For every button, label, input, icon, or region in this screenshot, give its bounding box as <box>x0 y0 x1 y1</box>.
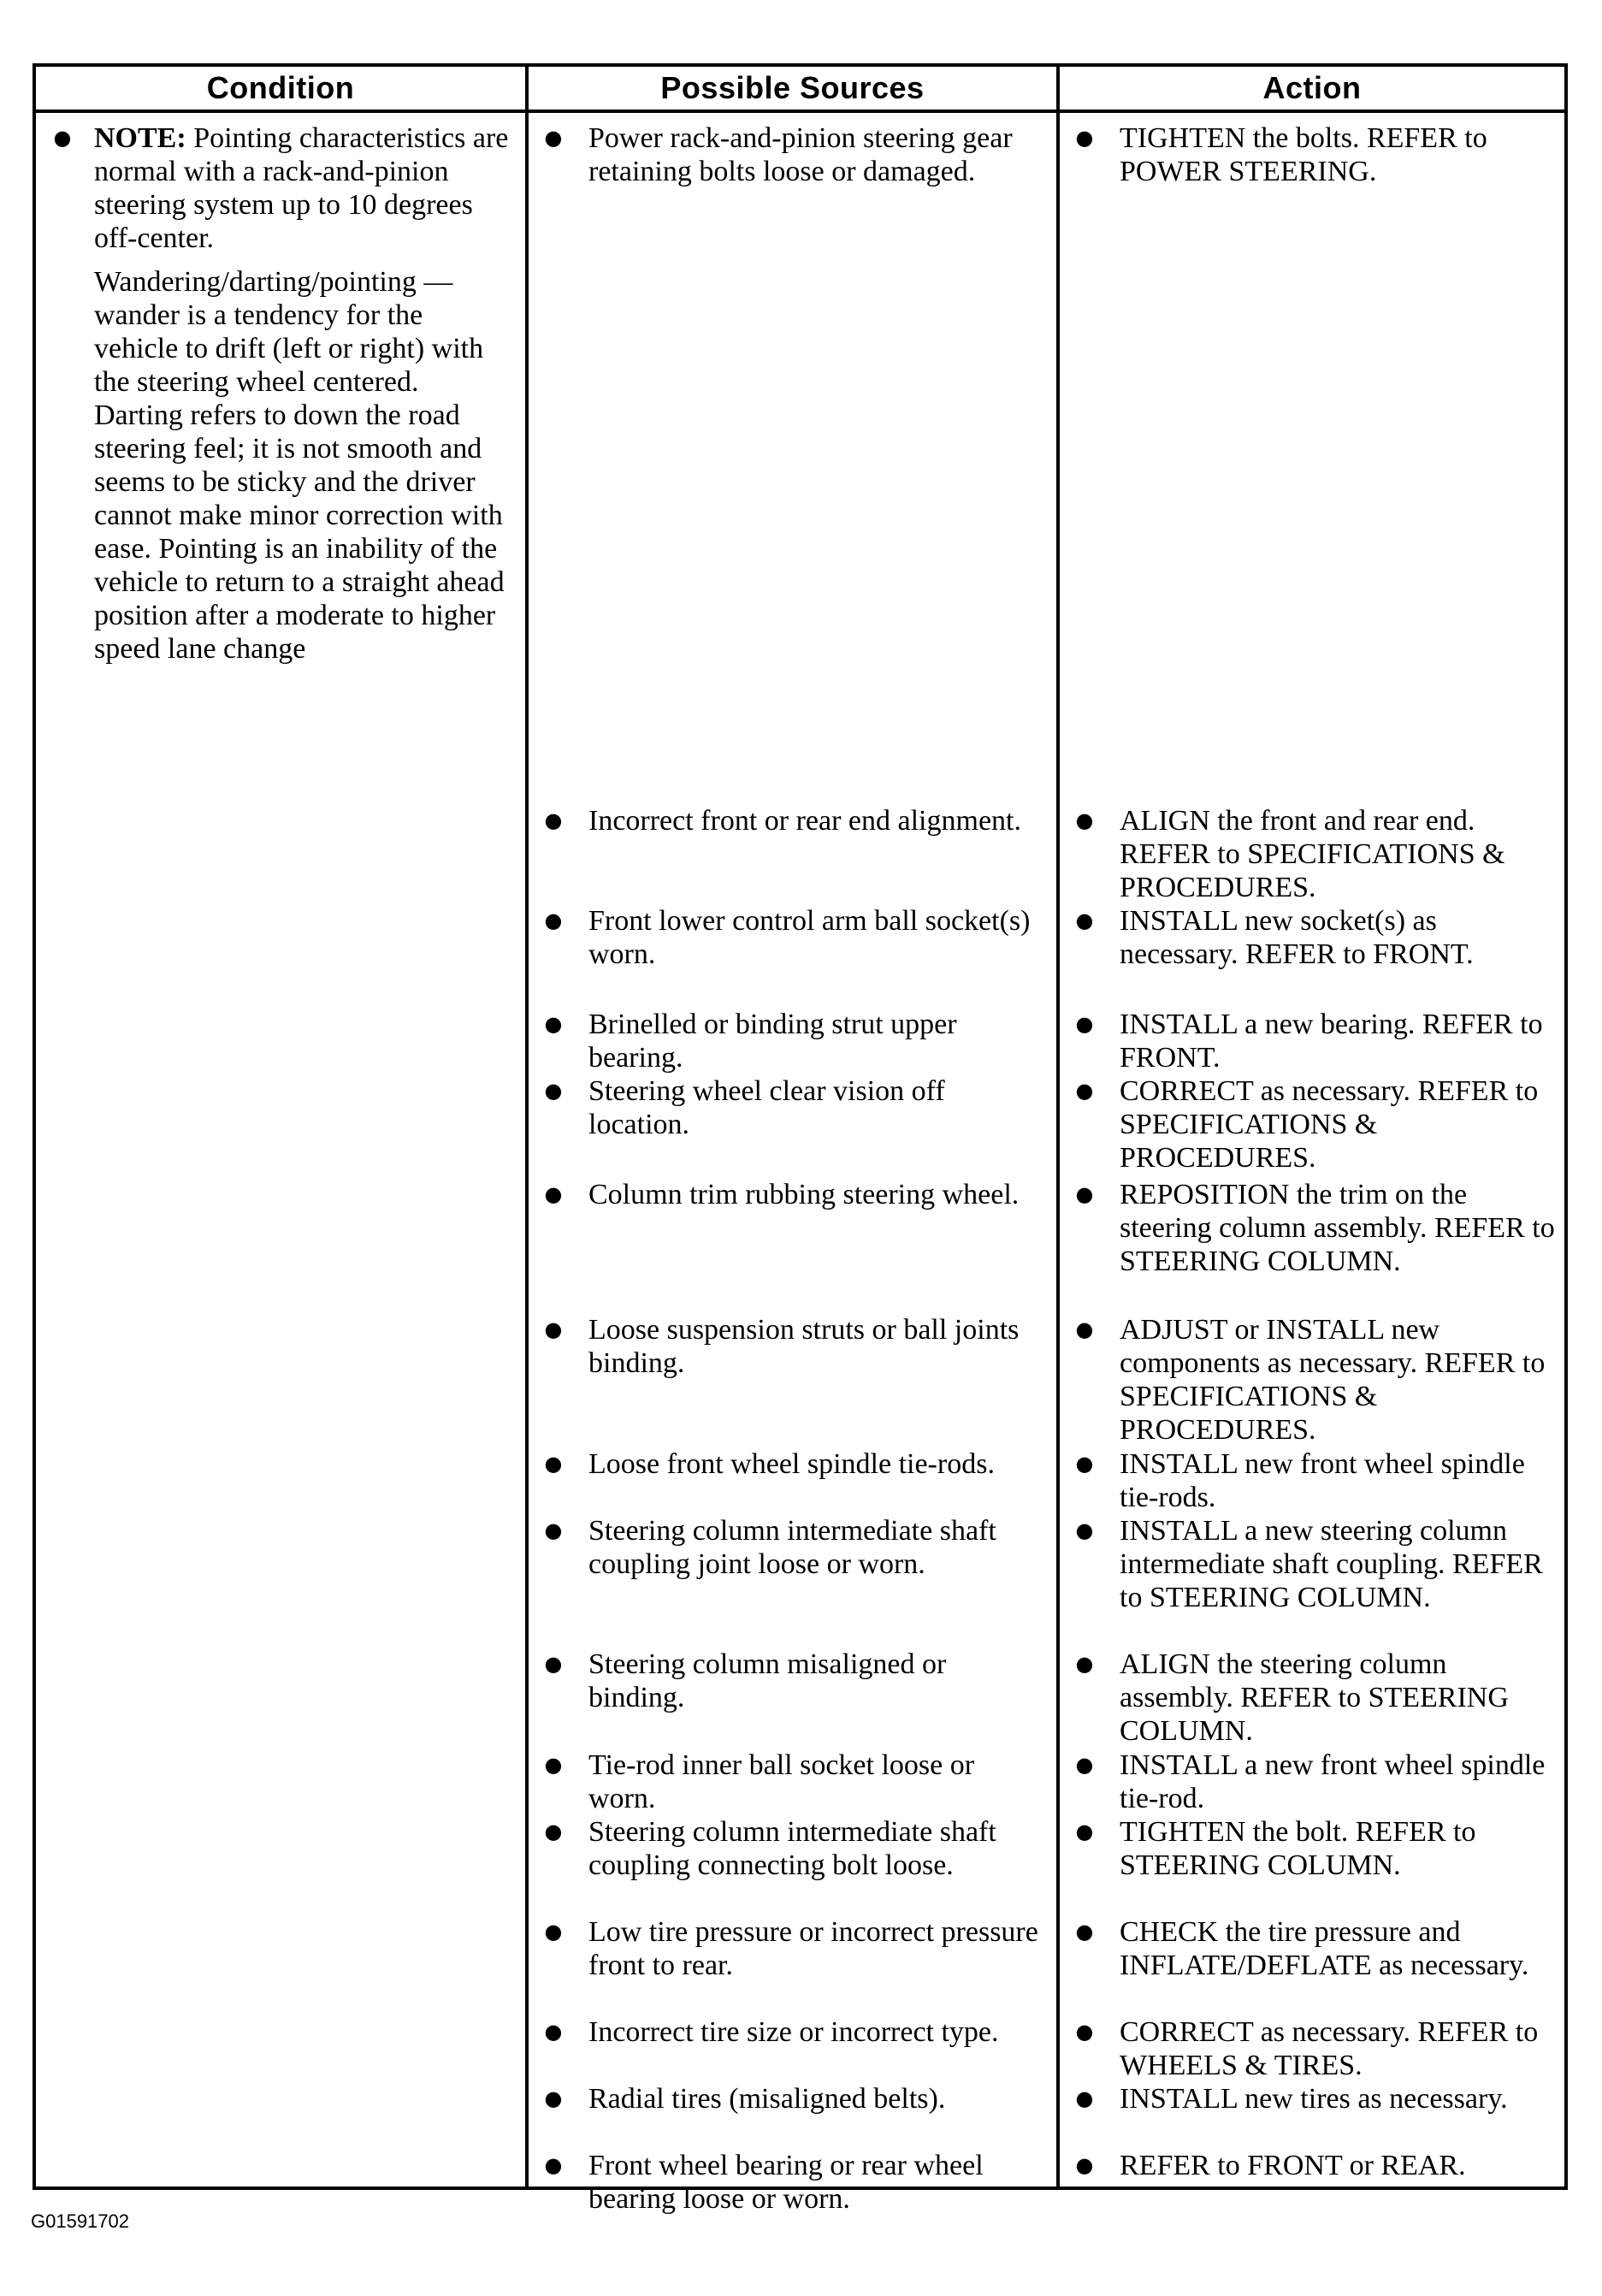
note-label: NOTE: <box>94 122 186 154</box>
action-item <box>1060 121 1564 188</box>
source-text: Low tire pressure or incorrect pressure front to rear. <box>588 1916 1038 1981</box>
bullet-icon: ● <box>53 126 72 150</box>
action-text: CHECK the tire pressure and INFLATE/DEFLATE as necessary. <box>1120 1916 1529 1981</box>
diagnosis-table <box>33 63 1568 2215</box>
bullet-icon: ● <box>1075 1652 1094 1676</box>
bullet-icon: ● <box>544 1753 563 1777</box>
source-item <box>529 2149 1056 2216</box>
source-item <box>529 804 1056 837</box>
action-item <box>1060 1915 1564 1982</box>
source-item <box>529 1447 1056 1481</box>
bullet-icon: ● <box>1075 908 1094 932</box>
action-item <box>1060 2082 1564 2116</box>
bullet-icon: ● <box>544 1012 563 1036</box>
source-item <box>529 1749 1056 1815</box>
bullet-icon: ● <box>544 2086 563 2110</box>
condition-entry <box>36 121 525 666</box>
condition-cell <box>34 111 527 2188</box>
action-text: INSTALL new socket(s) as necessary. REFER to FRONT. <box>1120 905 1474 970</box>
bullet-icon: ● <box>1075 126 1094 150</box>
bullet-icon: ● <box>544 1518 563 1542</box>
action-item <box>1060 1514 1564 1614</box>
action-item <box>1060 1074 1564 1175</box>
source-item <box>529 1178 1056 1211</box>
bullet-icon: ● <box>544 1079 563 1103</box>
action-cell <box>1058 111 1566 2188</box>
bullet-icon: ● <box>544 1820 563 1843</box>
source-item <box>529 1008 1056 1074</box>
bullet-icon: ● <box>1075 2086 1094 2110</box>
action-item <box>1060 2015 1564 2082</box>
bullet-icon: ● <box>1075 1079 1094 1103</box>
source-item <box>529 1915 1056 1982</box>
source-text: Loose front wheel spindle tie-rods. <box>588 1448 995 1480</box>
source-text: Radial tires (misaligned belts). <box>588 2083 946 2115</box>
action-item <box>1060 804 1564 904</box>
bullet-icon: ● <box>544 1182 563 1206</box>
action-text: CORRECT as necessary. REFER to SPECIFICATIONS & PROCEDURES. <box>1120 1075 1539 1174</box>
source-item <box>529 1815 1056 1882</box>
source-text: Steering wheel clear vision off location. <box>588 1075 945 1140</box>
source-text: Steering column intermediate shaft coupling connecting bolt loose. <box>588 1816 996 1881</box>
action-item <box>1060 1008 1564 1074</box>
bullet-icon: ● <box>1075 1317 1094 1341</box>
action-text: ADJUST or INSTALL new components as necessary. REFER to SPECIFICATIONS & PROCEDURES. <box>1120 1314 1546 1446</box>
bullet-icon: ● <box>1075 1920 1094 1944</box>
source-item <box>529 1514 1056 1581</box>
action-text: INSTALL a new steering column intermediate shaft coupling. REFER to STEERING COLUMN. <box>1120 1515 1543 1613</box>
body-row <box>34 111 1566 2188</box>
bullet-icon: ● <box>1075 808 1094 832</box>
bullet-icon: ● <box>544 2153 563 2177</box>
action-text: REFER to FRONT or REAR. <box>1120 2150 1466 2181</box>
action-item <box>1060 1815 1564 1882</box>
action-header: Action <box>1058 65 1566 111</box>
source-item <box>529 2082 1056 2116</box>
action-text: CORRECT as necessary. REFER to WHEELS & TIRES. <box>1120 2016 1539 2081</box>
action-text: ALIGN the steering column assembly. REFER to STEERING COLUMN. <box>1120 1648 1509 1747</box>
action-item <box>1060 1648 1564 1748</box>
bullet-icon: ● <box>544 1317 563 1341</box>
action-text: REPOSITION the trim on the steering column assembly. REFER to STEERING COLUMN. <box>1120 1179 1555 1277</box>
action-text: TIGHTEN the bolt. REFER to STEERING COLUMN. <box>1120 1816 1476 1881</box>
action-item <box>1060 1178 1564 1278</box>
source-item <box>529 1074 1056 1141</box>
bullet-icon: ● <box>1075 1753 1094 1777</box>
source-text: Steering column intermediate shaft coupling joint loose or worn. <box>588 1515 996 1580</box>
bullet-icon: ● <box>1075 2020 1094 2044</box>
source-item <box>529 121 1056 188</box>
source-text: Incorrect front or rear end alignment. <box>588 805 1021 837</box>
action-text: TIGHTEN the bolts. REFER to POWER STEERING. <box>1120 122 1487 187</box>
action-text: INSTALL new front wheel spindle tie-rods. <box>1120 1448 1525 1513</box>
source-text: Front lower control arm ball socket(s) worn. <box>588 905 1031 970</box>
source-text: Loose suspension struts or ball joints binding. <box>588 1314 1020 1379</box>
source-text: Column trim rubbing steering wheel. <box>588 1179 1020 1210</box>
condition-description: Wandering/darting/pointing — wander is a tendency for the vehicle to drift (left or right) with the steering wheel centered. Darting refers to down the road steering feel; it is not smooth and seems to be sticky and the driver cannot make minor correction with ease. Pointing is an inability of the vehicle to return to a straight ahead position after a moderate to higher speed lane change <box>94 266 505 665</box>
bullet-icon: ● <box>544 1920 563 1944</box>
header-row <box>34 65 1566 111</box>
source-item <box>529 904 1056 971</box>
sources-cell <box>527 111 1058 2215</box>
source-text: Steering column misaligned or binding. <box>588 1648 947 1713</box>
bullet-icon: ● <box>1075 1182 1094 1206</box>
condition-note <box>94 121 511 255</box>
sources-header: Possible Sources <box>527 65 1058 111</box>
source-item <box>529 2015 1056 2049</box>
source-text: Tie-rod inner ball socket loose or worn. <box>588 1749 975 1814</box>
bullet-icon: ● <box>544 126 563 150</box>
action-text: ALIGN the front and rear end. REFER to SPECIFICATIONS & PROCEDURES. <box>1120 805 1505 903</box>
action-item <box>1060 904 1564 971</box>
bullet-icon: ● <box>1075 1012 1094 1036</box>
figure-id: G01591702 <box>31 2210 129 2232</box>
action-item <box>1060 2149 1564 2182</box>
condition-header: Condition <box>34 65 527 111</box>
bullet-icon: ● <box>544 2020 563 2044</box>
source-text: Power rack-and-pinion steering gear retaining bolts loose or damaged. <box>588 122 1013 187</box>
action-item <box>1060 1749 1564 1815</box>
action-text: INSTALL a new front wheel spindle tie-rod. <box>1120 1749 1546 1814</box>
action-item <box>1060 1447 1564 1514</box>
bullet-icon: ● <box>1075 1820 1094 1843</box>
bullet-icon: ● <box>1075 1452 1094 1476</box>
source-text: Incorrect tire size or incorrect type. <box>588 2016 999 2048</box>
action-text: INSTALL a new bearing. REFER to FRONT. <box>1120 1009 1543 1074</box>
bullet-icon: ● <box>544 1452 563 1476</box>
bullet-icon: ● <box>544 908 563 932</box>
bullet-icon: ● <box>544 1652 563 1676</box>
note-text: Pointing characteristics are normal with a rack-and-pinion steering system up to 10 degrees off-center. <box>94 122 509 254</box>
bullet-icon: ● <box>544 808 563 832</box>
action-text: INSTALL new tires as necessary. <box>1120 2083 1508 2115</box>
source-text: Brinelled or binding strut upper bearing. <box>588 1009 957 1074</box>
bullet-icon: ● <box>1075 2153 1094 2177</box>
bullet-icon: ● <box>1075 1518 1094 1542</box>
source-text: Front wheel bearing or rear wheel bearing loose or worn. <box>588 2150 984 2215</box>
action-item <box>1060 1313 1564 1447</box>
source-item <box>529 1648 1056 1714</box>
source-item <box>529 1313 1056 1380</box>
